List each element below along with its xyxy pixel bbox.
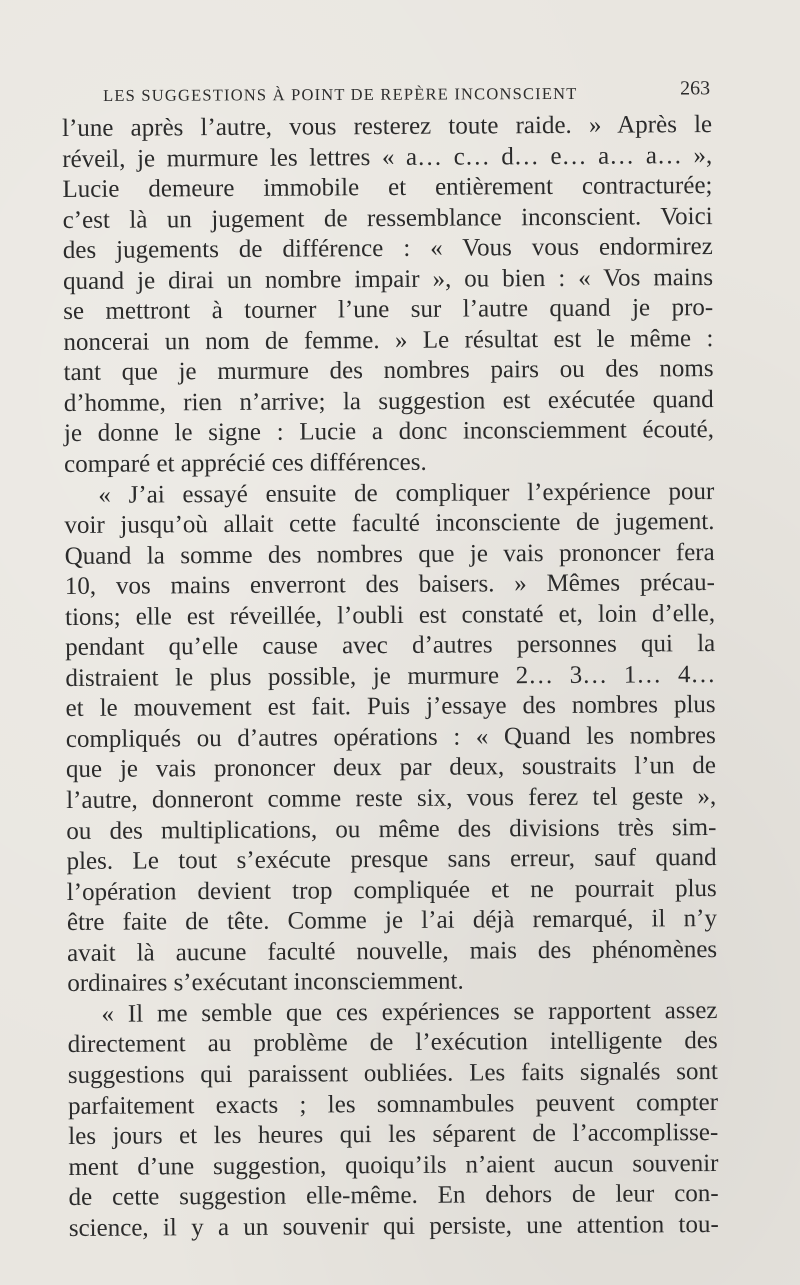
text-line: compliqués ou d’autres opérations : « Quand les nombres [65,721,716,753]
text-line: tions; elle est réveillée, l’oubli est constaté et, loin d’elle, [64,599,716,631]
text-line: c’est là un jugement de ressemblance inconscient. Voici [62,202,713,234]
text-line: science, il y a un souvenir qui persiste, une attention tou- [68,1210,719,1242]
text-line: que je vais prononcer deux par deux, soustraits l’un de [65,752,717,784]
text-line: noncerai un nom de femme. » Le résultat est le même : [63,324,714,356]
text-line: 10, vos mains enverront des baisers. » Mêmes précau- [64,569,715,601]
text-line: « J’ai essayé ensuite de compliquer l’expérience pour [98,477,715,509]
text-line: Quand la somme des nombres que je vais prononcer fera [64,538,715,570]
text-line: ordinaires s’exécutant inconsciemment. [67,967,464,998]
text-line: directement au problème de l’exécution intelligente des [67,1027,718,1059]
text-line: je donne le signe : Lucie a donc inconsciemment écouté, [63,416,715,448]
text-line: être faite de tête. Comme je l’ai déjà remarqué, il n’y [66,905,718,937]
text-line: et le mouvement est fait. Puis j’essaye des nombres plus [65,691,716,723]
text-line: se mettront à tourner l’une sur l’autre quand je pro- [63,294,714,326]
text-line: ment d’une suggestion, quoiqu’ils n’aient aucun souvenir [68,1149,719,1181]
body-text [62,110,719,1244]
text-line: « Il me semble que ces expériences se rapportent assez [101,996,718,1028]
text-line: réveil, je murmure les lettres « a… c… d… e… a… a… », [62,141,713,173]
page-number: 263 [679,77,711,100]
text-line: l’autre, donneront comme reste six, vous ferez tel geste », [66,783,717,815]
text-line: comparé et apprécié ces différences. [64,448,427,479]
text-line: des jugements de différence : « Vous vous endormirez [62,233,713,265]
text-line: voir jusqu’où allait cette faculté inconsciente de jugement. [64,508,715,540]
text-line: l’opération devient trop compliquée et ne pourrait plus [66,874,717,906]
text-line: les jours et les heures qui les séparent de l’accomplisse- [68,1119,719,1151]
text-line: suggestions qui paraissent oubliées. Les faits signalés sont [67,1057,718,1089]
text-line: ou des multiplications, ou même des divisions très sim- [66,813,717,845]
text-line: de cette suggestion elle-même. En dehors de leur con- [68,1180,719,1212]
text-line: distraient le plus possible, je murmure 2… 3… 1… 4… [65,660,716,692]
text-line: parfaitement exacts ; les somnambules peuvent compter [67,1088,719,1120]
running-title: LES SUGGESTIONS À POINT DE REPÈRE INCONSCIENT [103,83,578,105]
running-head [95,77,710,110]
text-line: pendant qu’elle cause avec d’autres personnes qui la [65,630,716,662]
text-line: tant que je murmure des nombres pairs ou des noms [63,355,714,387]
text-line: l’une après l’autre, vous resterez toute raide. » Après le [62,111,713,142]
text-line: avait là aucune faculté nouvelle, mais des phénomènes [67,935,718,967]
text-line: ples. Le tout s’exécute presque sans erreur, sauf quand [66,844,717,876]
text-line: d’homme, rien n’arrive; la suggestion est exécutée quand [63,385,714,417]
text-line: quand je dirai un nombre impair », ou bien : « Vos mains [62,263,714,295]
text-line: Lucie demeure immobile et entièrement contracturée; [62,172,713,204]
